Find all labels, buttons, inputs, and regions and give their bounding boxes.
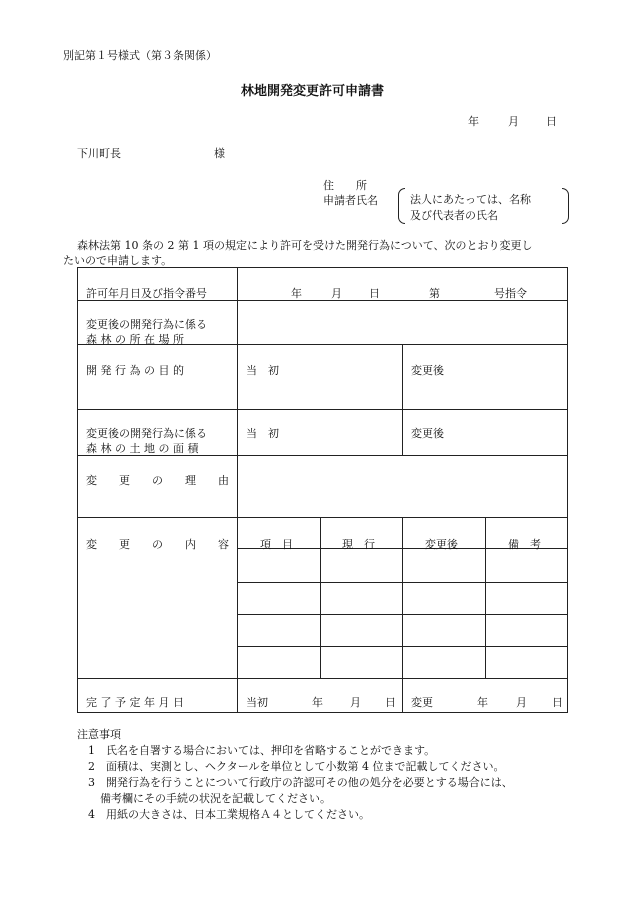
form-title: 林地開発変更許可申請書	[241, 84, 385, 99]
forest-location-label-2: 森 林 の 所 在 場 所	[86, 333, 184, 346]
completion-initial: 当初	[246, 696, 268, 709]
forest-area-label-1: 変更後の開発行為に係る	[86, 427, 207, 440]
table-border-bottom	[77, 712, 568, 713]
intro-text-1: 森林法第 10 条の 2 第 1 項の規定により許可を受けた開発行為について、次のとおり変更し	[77, 239, 533, 252]
permit-day: 日	[369, 287, 380, 300]
purpose-initial: 当 初	[246, 364, 279, 377]
completion-initial-day: 日	[385, 696, 396, 709]
detail-col-divider	[485, 517, 486, 679]
forest-location-label-1: 変更後の開発行為に係る	[86, 318, 207, 331]
col-header-current: 現 行	[342, 538, 375, 551]
permit-date-number-label: 許可年月日及び指令番号	[86, 287, 207, 300]
addressee: 下川町長	[77, 147, 121, 160]
note-item: 3 開発行為を行うことについて行政庁の許認可その他の処分を必要とする場合には、	[88, 776, 513, 789]
notes-heading: 注意事項	[77, 728, 121, 741]
col-header-after: 変更後	[425, 538, 458, 551]
detail-col-divider	[402, 517, 403, 713]
intro-text-2: たいので申請します。	[63, 254, 173, 267]
col-header-remarks: 備 考	[508, 538, 541, 551]
label-column-divider	[237, 267, 238, 713]
note-item: 備考欄にその手続の状況を記載してください。	[100, 792, 331, 805]
table-border-top	[77, 267, 568, 268]
open-bracket	[398, 188, 405, 224]
detail-col-divider	[320, 517, 321, 679]
corporate-note-2: 及び代表者の氏名	[410, 209, 498, 222]
table-border-left	[77, 267, 78, 713]
area-after: 変更後	[411, 427, 444, 440]
row-divider	[77, 678, 568, 679]
address-label: 住 所	[323, 179, 367, 192]
note-item: 1 氏名を自署する場合においては、押印を省略することができます。	[88, 744, 436, 757]
form-reference: 別記第１号様式（第３条関係）	[63, 49, 217, 62]
forest-area-label-2: 森 林 の 土 地 の 面 積	[86, 442, 199, 455]
completion-initial-month: 月	[350, 696, 361, 709]
completion-initial-year: 年	[312, 696, 323, 709]
permit-order: 号指令	[494, 287, 527, 300]
change-content-label: 変 更 の 内 容	[86, 538, 229, 551]
completion-change: 変更	[411, 696, 433, 709]
area-initial: 当 初	[246, 427, 279, 440]
date-year: 年	[468, 115, 479, 128]
purpose-after: 変更後	[411, 364, 444, 377]
permit-dai: 第	[429, 287, 440, 300]
date-day: 日	[546, 115, 557, 128]
initial-after-divider	[402, 344, 403, 456]
date-month: 月	[508, 115, 519, 128]
completion-change-month: 月	[516, 696, 527, 709]
row-divider	[77, 517, 568, 518]
development-purpose-label: 開 発 行 為 の 目 的	[86, 364, 184, 377]
note-item: 4 用紙の大きさは、日本工業規格Ａ４としてください。	[88, 808, 370, 821]
addressee-honorific: 様	[214, 147, 225, 160]
applicant-name-label: 申請者氏名	[323, 194, 378, 207]
permit-month: 月	[331, 287, 342, 300]
col-header-item: 項 目	[260, 538, 293, 551]
completion-change-day: 日	[552, 696, 563, 709]
permit-year: 年	[291, 287, 302, 300]
note-item: 2 面積は、実測とし、ヘクタールを単位として小数第 4 位まで記載してください。	[88, 760, 505, 773]
change-reason-label: 変 更 の 理 由	[86, 474, 229, 487]
completion-date-label: 完 了 予 定 年 月 日	[86, 696, 184, 709]
close-bracket	[562, 188, 569, 224]
completion-change-year: 年	[477, 696, 488, 709]
row-divider	[77, 409, 568, 410]
corporate-note-1: 法人にあたっては、名称	[410, 193, 531, 206]
